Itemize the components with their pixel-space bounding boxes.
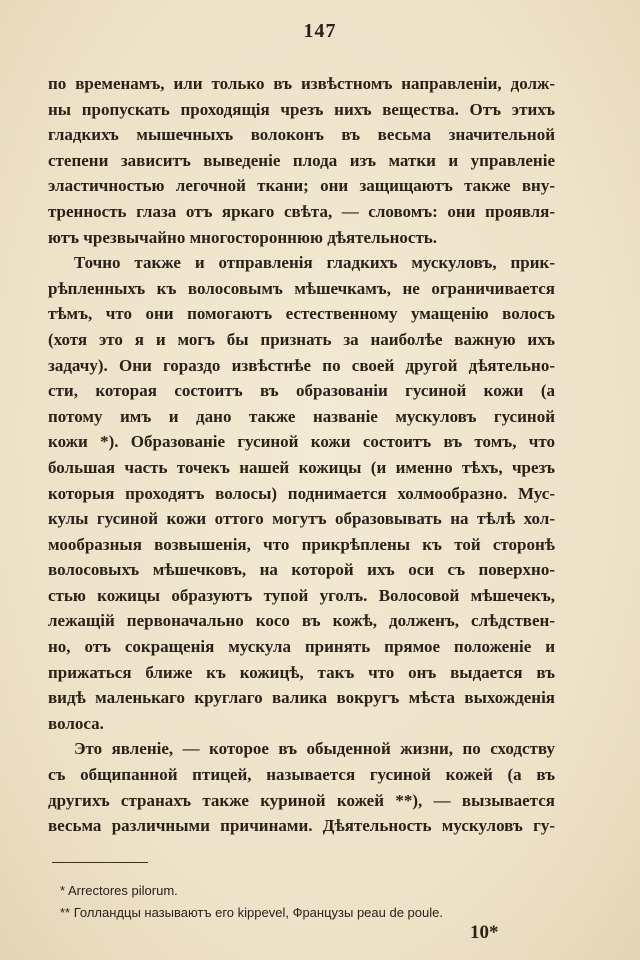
- text-line: эластичностью легочной ткани; они защищаютъ также вну-: [48, 176, 555, 196]
- text-line: задачу). Они гораздо извѣстнѣе по своей другой дѣятельно-: [48, 355, 555, 375]
- text-line: мообразныя возвышенія, что прикрѣплены къ той сторонѣ: [48, 534, 555, 554]
- text-line: большая часть точекъ нашей кожицы (и именно тѣхъ, чрезъ: [48, 457, 555, 477]
- footnote-1: * Arrectores pilorum.: [60, 883, 178, 898]
- page-number: 147: [303, 20, 337, 42]
- text-line: (хотя это я и могъ бы признать за наиболѣе важную ихъ: [48, 329, 555, 349]
- text-line: степени зависитъ выведеніе плода изъ матки и управленіе: [48, 150, 555, 170]
- text-line: сти, которая состоитъ въ образованіи гусиной кожи (а: [48, 381, 555, 401]
- text-line: видѣ маленькаго круглаго валика вокругъ мѣста выхожденія: [48, 688, 555, 708]
- footnotes: [60, 880, 560, 924]
- text-line: по временамъ, или только въ извѣстномъ направленіи, долж-: [48, 74, 555, 93]
- text-line: другихъ странахъ также куриной кожей **), — вызывается: [48, 790, 555, 810]
- text-line: стью кожицы образуютъ тупой уголъ. Волосовой мѣшечекъ,: [48, 585, 555, 605]
- text-line: волосовыхъ мѣшечковъ, на которой ихъ оси съ поверхно-: [48, 560, 555, 580]
- paragraph-3: [48, 736, 555, 838]
- text-line: рѣпленныхъ къ волосовымъ мѣшечкамъ, не ограничивается: [48, 278, 555, 298]
- text-line: гладкихъ мышечныхъ волоконъ въ весьма значительной: [48, 125, 555, 145]
- text-line: тренность глаза отъ яркаго свѣта, — словомъ: они проявля-: [48, 201, 555, 221]
- footnote-divider: [52, 862, 148, 863]
- text-line: кулы гусиной кожи оттого могутъ образовывать на тѣлѣ хол-: [48, 509, 555, 529]
- text-line: кожи *). Образованіе гусиной кожи состоитъ въ томъ, что: [48, 432, 555, 452]
- signature-mark: 10*: [470, 922, 499, 943]
- paragraph-2: [48, 250, 555, 736]
- text-line: Это явленіе, — которое въ обыденной жизни, по сходству: [74, 739, 555, 759]
- text-line: лежащій первоначально косо въ кожѣ, долженъ, слѣдствен-: [48, 611, 555, 631]
- text-line: прижаться ближе къ кожицѣ, такъ что онъ выдается въ: [48, 662, 555, 682]
- footnote-2: ** Голландцы называютъ его kippevel, Французы peau de poule.: [60, 905, 443, 920]
- text-line: ютъ чрезвычайно многостороннюю дѣятельность.: [48, 227, 438, 247]
- paragraph-1: [48, 71, 555, 250]
- text-line: тѣмъ, что они помогаютъ естественному умащенію волосъ: [48, 304, 555, 324]
- text-line: весьма различными причинами. Дѣятельность мускуловъ гу-: [48, 816, 555, 836]
- text-line: Точно также и отправленія гладкихъ мускуловъ, прик-: [74, 253, 555, 273]
- text-line: потому имъ и дано также названіе мускуловъ гусиной: [48, 406, 555, 426]
- text-line: которыя проходятъ волосы) поднимается холмообразно. Мус-: [48, 483, 555, 503]
- text-line: съ общипанной птицей, называется гусиной кожей (а въ: [48, 765, 555, 785]
- text-line: ны пропускать проходящія чрезъ нихъ вещества. Отъ этихъ: [48, 99, 555, 119]
- text-line: но, отъ сокращенія мускула принять прямое положеніе и: [48, 637, 555, 657]
- text-line: волоса.: [48, 713, 104, 733]
- body-text: [48, 71, 555, 839]
